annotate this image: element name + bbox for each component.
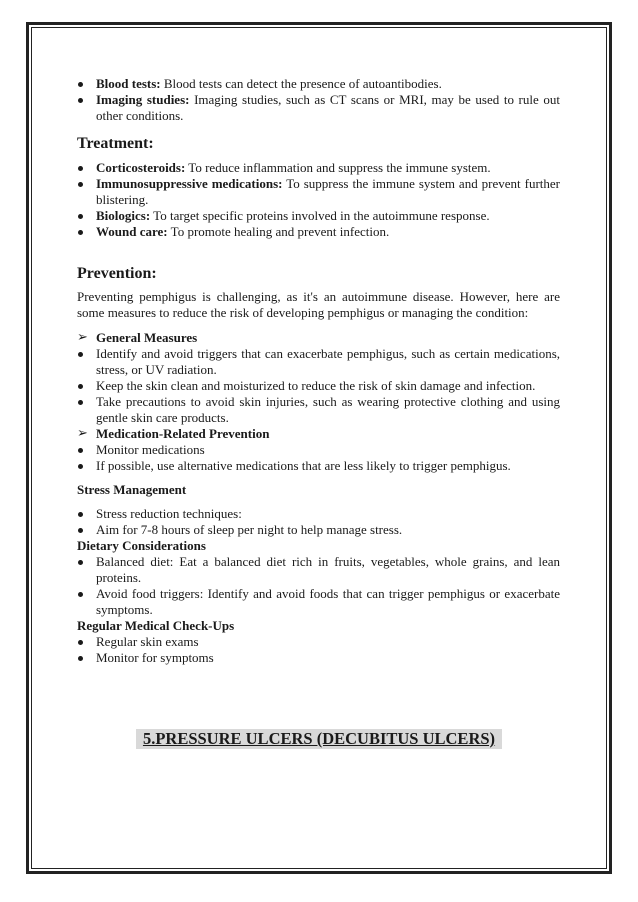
item-text: To reduce inflammation and suppress the immune system. <box>185 160 491 175</box>
subheading-medication <box>77 426 560 442</box>
subheading-general <box>77 330 560 346</box>
stress-heading: Stress Management <box>77 482 187 497</box>
list-item <box>77 650 560 666</box>
checkup-heading: Regular Medical Check-Ups <box>77 618 235 633</box>
item-text: Monitor for symptoms <box>96 650 214 665</box>
checkup-list <box>77 634 560 666</box>
prevention-heading: Prevention: <box>77 265 157 282</box>
bullet-icon <box>78 352 83 357</box>
list-item <box>77 378 560 394</box>
arrow-bullet-icon: ➢ <box>77 426 88 441</box>
item-text: To target specific proteins involved in the autoimmune response. <box>150 208 490 223</box>
item-text: Balanced diet: Eat a balanced diet rich in fruits, vegetables, whole grains, and lean proteins. <box>96 554 560 585</box>
bullet-icon <box>78 98 83 103</box>
item-text: Avoid food triggers: Identify and avoid foods that can trigger pemphigus or exacerbate symptoms. <box>96 586 560 617</box>
list-item <box>77 506 560 522</box>
list-item <box>77 522 560 538</box>
bullet-icon <box>78 182 83 187</box>
item-term: Immunosuppressive medications: <box>96 176 283 191</box>
item-text: Regular skin exams <box>96 634 199 649</box>
prevention-intro: Preventing pemphigus is challenging, as it's an autoimmune disease. However, here are some measures to reduce the risk of developing pemphigus or managing the condition: <box>77 289 560 320</box>
item-text: Keep the skin clean and moisturized to reduce the risk of skin damage and infection. <box>96 378 536 393</box>
arrow-bullet-icon: ➢ <box>77 330 88 345</box>
list-item <box>77 208 560 224</box>
item-text: If possible, use alternative medications that are less likely to trigger pemphigus. <box>96 458 511 473</box>
bullet-icon <box>78 230 83 235</box>
list-item <box>77 586 560 618</box>
list-item <box>77 458 560 474</box>
item-text: Monitor medications <box>96 442 205 457</box>
bullet-icon <box>78 214 83 219</box>
list-item <box>77 442 560 458</box>
item-text: Aim for 7-8 hours of sleep per night to help manage stress. <box>96 522 403 537</box>
item-text: Stress reduction techniques: <box>96 506 242 521</box>
prevention-list <box>77 330 560 474</box>
bullet-icon <box>78 528 83 533</box>
bullet-icon <box>78 656 83 661</box>
treatment-heading: Treatment: <box>77 135 154 152</box>
item-text: Imaging studies, such as CT scans or MRI, may be used to rule out other conditions. <box>96 92 560 123</box>
list-item <box>77 160 560 176</box>
bullet-icon <box>78 560 83 565</box>
subheading-text: General Measures <box>96 330 198 345</box>
item-text: To promote healing and prevent infection. <box>167 224 390 239</box>
item-term: Biologics: <box>96 208 151 223</box>
list-item <box>77 554 560 586</box>
bullet-icon <box>78 640 83 645</box>
item-text: Take precautions to avoid skin injuries, such as wearing protective clothing and using gentle skin care products. <box>96 394 560 425</box>
list-item <box>77 634 560 650</box>
bullet-icon <box>78 512 83 517</box>
bullet-icon <box>78 592 83 597</box>
bullet-icon <box>78 400 83 405</box>
item-term: Imaging studies: <box>96 92 190 107</box>
page-content <box>77 76 560 666</box>
item-term: Corticosteroids: <box>96 160 186 175</box>
bullet-icon <box>78 448 83 453</box>
list-item <box>77 346 560 378</box>
item-text: Identify and avoid triggers that can exacerbate pemphigus, such as certain medications, stress, or UV radiation. <box>96 346 560 377</box>
bullet-icon <box>78 166 83 171</box>
diet-heading: Dietary Considerations <box>77 538 206 553</box>
bullet-icon <box>78 464 83 469</box>
list-item <box>77 394 560 426</box>
subheading-text: Medication-Related Prevention <box>96 426 270 441</box>
stress-list <box>77 506 560 538</box>
diagnosis-list <box>77 76 560 124</box>
bullet-icon <box>78 82 83 87</box>
diet-list <box>77 554 560 618</box>
list-item <box>77 176 560 208</box>
item-text: Blood tests can detect the presence of autoantibodies. <box>160 76 442 91</box>
treatment-list <box>77 160 560 240</box>
next-section-title <box>136 729 502 749</box>
item-term: Blood tests: <box>96 76 161 91</box>
list-item <box>77 92 560 124</box>
item-term: Wound care: <box>96 224 168 239</box>
bullet-icon <box>78 384 83 389</box>
list-item <box>77 224 560 240</box>
next-section-title-text: 5.PRESSURE ULCERS (DECUBITUS ULCERS) <box>142 729 496 748</box>
list-item <box>77 76 560 92</box>
item-text: To suppress the immune system and prevent further blistering. <box>96 176 560 207</box>
